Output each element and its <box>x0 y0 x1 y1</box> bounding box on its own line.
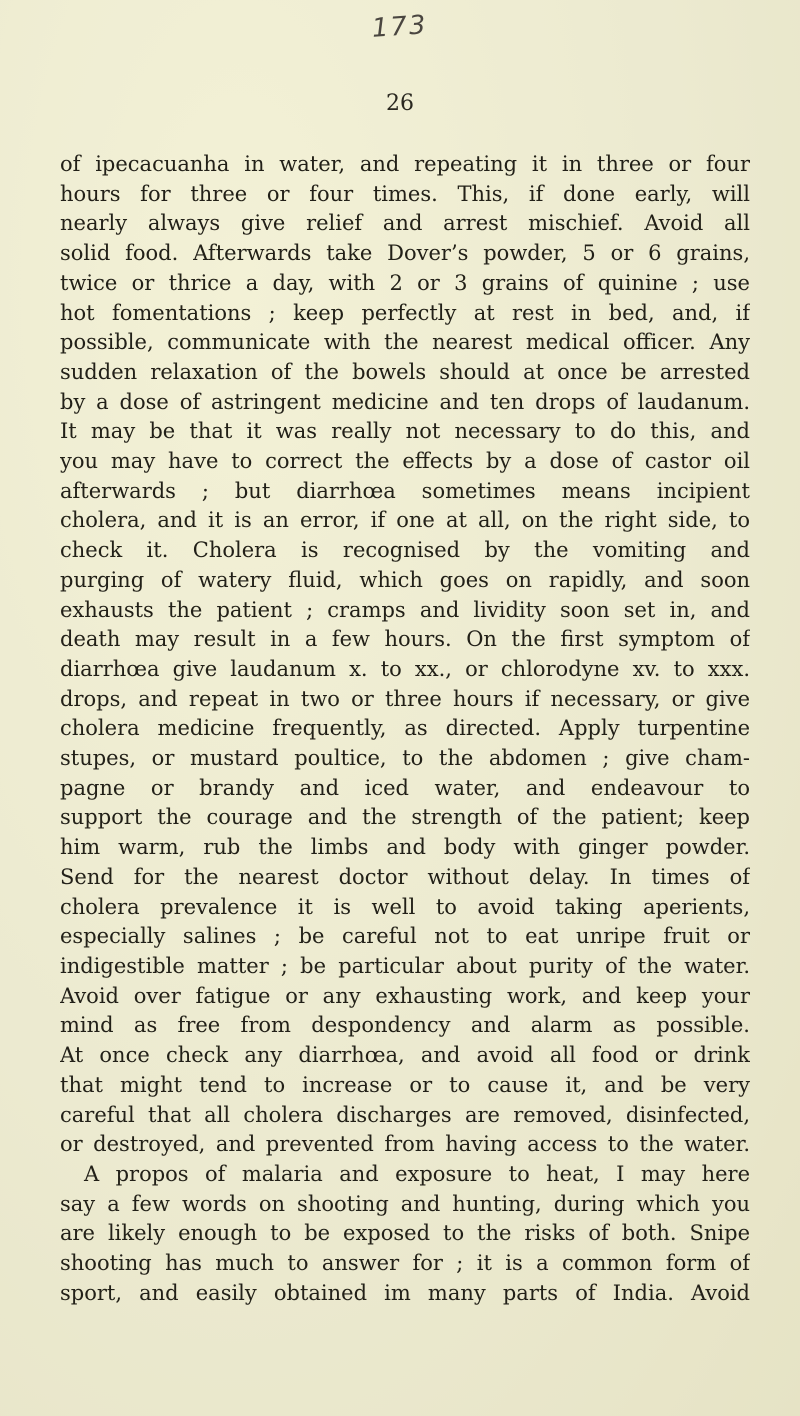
text-line: death may result in a few hours. On the first symptom of <box>60 627 750 652</box>
text-line: by a dose of astringent medicine and ten drops of laudanum. <box>60 389 750 414</box>
text-line: purging of watery fluid, which goes on rapidly, and soon <box>60 567 750 592</box>
text-line: A propos of malaria and exposure to heat, I may here <box>84 1161 750 1186</box>
text-line: support the courage and the strength of the patient; keep <box>60 805 750 830</box>
text-line: pagne or brandy and iced water, and endeavour to <box>60 775 750 800</box>
text-line: you may have to correct the effects by a dose of castor oil <box>60 449 750 474</box>
text-line: check it. Cholera is recognised by the vomiting and <box>60 538 750 563</box>
text-line: drops, and repeat in two or three hours if necessary, or give <box>60 686 750 711</box>
text-line: sport, and easily obtained im many parts of India. Avoid <box>60 1280 750 1305</box>
handwritten-catalog-mark: 173 <box>370 10 429 44</box>
text-line: cholera medicine frequently, as directed. Apply turpentine <box>60 716 750 741</box>
text-line: exhausts the patient ; cramps and lividity soon set in, and <box>60 597 750 622</box>
text-line: At once check any diarrhœa, and avoid all food or drink <box>60 1043 750 1068</box>
text-line: It may be that it was really not necessary to do this, and <box>60 419 750 444</box>
text-line: Avoid over fatigue or any exhausting work, and keep your <box>60 983 750 1008</box>
text-line: say a few words on shooting and hunting, during which you <box>60 1191 750 1216</box>
text-line: him warm, rub the limbs and body with ginger powder. <box>60 835 750 860</box>
text-line: hot fomentations ; keep perfectly at rest in bed, and, if <box>60 300 750 325</box>
text-line: twice or thrice a day, with 2 or 3 grains of quinine ; use <box>60 270 750 295</box>
text-line: mind as free from despondency and alarm as possible. <box>60 1013 750 1038</box>
text-line: especially salines ; be careful not to eat unripe fruit or <box>60 924 750 949</box>
text-line: stupes, or mustard poultice, to the abdomen ; give cham- <box>60 746 750 771</box>
text-line: Send for the nearest doctor without delay. In times of <box>60 864 750 889</box>
text-line: are likely enough to be exposed to the risks of both. Snipe <box>60 1221 750 1246</box>
text-line: sudden relaxation of the bowels should at once be arrested <box>60 359 750 384</box>
text-line: indigestible matter ; be particular about purity of the water. <box>60 953 750 978</box>
text-line: of ipecacuanha in water, and repeating it in three or four <box>60 152 750 176</box>
body-text <box>60 150 750 1308</box>
text-line: possible, communicate with the nearest medical officer. Any <box>60 330 750 355</box>
text-line: nearly always give relief and arrest mischief. Avoid all <box>60 211 750 236</box>
text-line: careful that all cholera discharges are removed, disinfected, <box>60 1102 750 1127</box>
text-line: afterwards ; but diarrhœa sometimes means incipient <box>60 478 750 503</box>
text-line: hours for three or four times. This, if done early, will <box>60 181 750 206</box>
text-line: solid food. Afterwards take Dover’s powder, 5 or 6 grains, <box>60 241 750 266</box>
text-line: shooting has much to answer for ; it is a common form of <box>60 1251 750 1276</box>
text-line: that might tend to increase or to cause it, and be very <box>60 1072 750 1097</box>
page-number: 26 <box>386 91 414 116</box>
text-line: cholera prevalence it is well to avoid taking aperients, <box>60 894 750 919</box>
text-line: diarrhœa give laudanum x. to xx., or chlorodyne xv. to xxx. <box>60 656 750 681</box>
text-line: cholera, and it is an error, if one at all, on the right side, to <box>60 508 750 533</box>
text-line: or destroyed, and prevented from having access to the water. <box>60 1132 750 1157</box>
